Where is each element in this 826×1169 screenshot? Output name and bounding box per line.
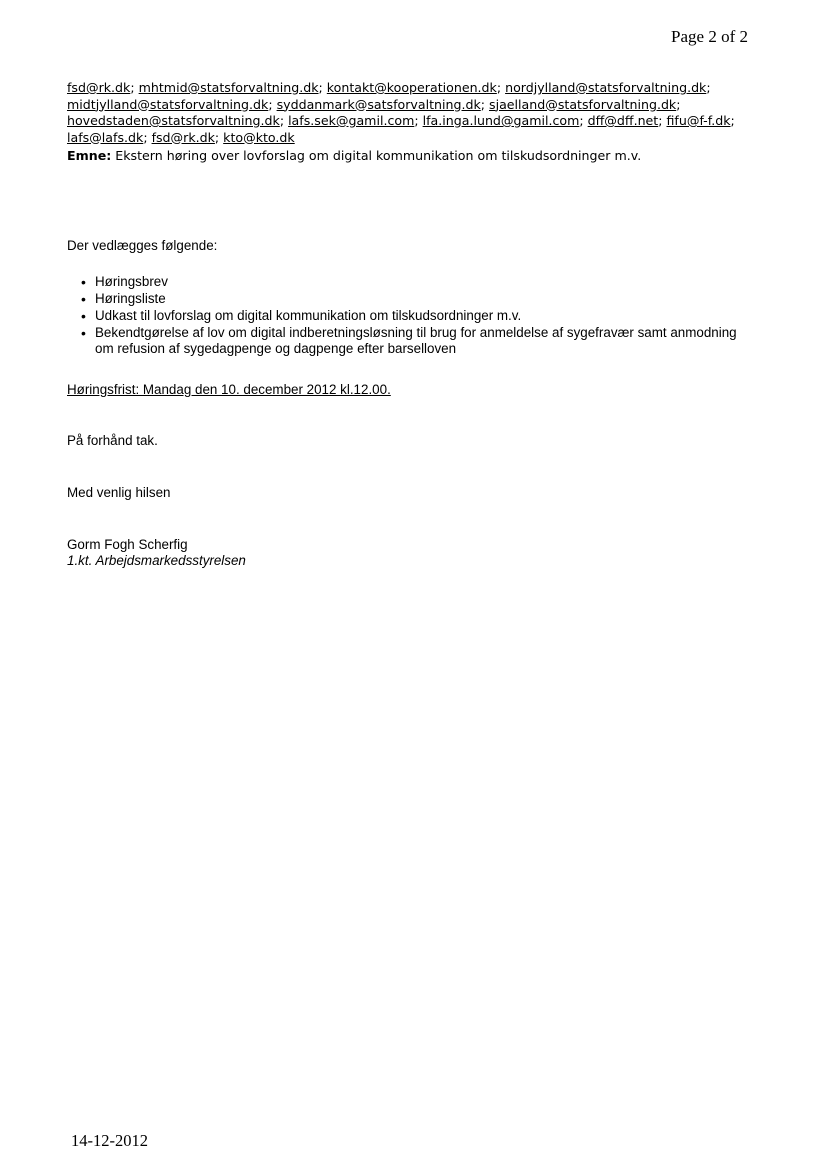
thanks-line: På forhånd tak. xyxy=(67,433,158,448)
recipient-email-link[interactable]: sjaelland@statsforvaltning.dk xyxy=(489,96,677,112)
recipient-list: fsd@rk.dk; mhtmid@statsforvaltning.dk; kontakt@kooperationen.dk; nordjylland@statsforvaltning.dk; midtjylland@statsforvaltning.dk; syddanmark@satsforvaltning.dk; sjaelland@statsforvaltning.dk; hovedstaden@statsforvaltning.dk; lafs.sek@gamil.com; lfa.inga.lund@gamil.com; dff@dff.net; fifu@f-f.dk; lafs@lafs.dk; fsd@rk.dk; kto@kto.dk xyxy=(67,80,735,145)
consultation-deadline: Høringsfrist: Mandag den 10. december 2012 kl.12.00. xyxy=(67,382,391,397)
attachment-list xyxy=(67,274,747,358)
sender-title: 1.kt. Arbejdsmarkedsstyrelsen xyxy=(67,553,246,568)
recipient-email-link[interactable]: midtjylland@statsforvaltning.dk xyxy=(67,96,269,112)
recipient-email-link[interactable]: lfa.inga.lund@gamil.com xyxy=(422,113,580,128)
page-number: Page 2 of 2 xyxy=(671,27,748,46)
attachment-item: • Høringsbrev xyxy=(67,274,747,290)
attachment-item: • Bekendtgørelse af lov om digital indberetningsløsning til brug for anmeldelse af sygefravær samt anmodning om refusion af sygedagpenge og dagpenge efter barselloven xyxy=(67,325,747,357)
recipient-email-link[interactable]: syddanmark@satsforvaltning.dk xyxy=(276,96,481,112)
recipient-email-link[interactable]: fifu@f-f.dk xyxy=(666,113,731,128)
recipient-email-link[interactable]: kto@kto.dk xyxy=(223,129,295,145)
attachments-intro: Der vedlægges følgende: xyxy=(67,238,218,253)
closing-greeting: Med venlig hilsen xyxy=(67,485,171,500)
recipient-email-link[interactable]: dff@dff.net xyxy=(587,113,659,128)
recipient-email-link[interactable]: fsd@rk.dk xyxy=(67,80,131,95)
recipient-email-link[interactable]: hovedstaden@statsforvaltning.dk xyxy=(67,113,280,128)
recipient-email-link[interactable]: lafs@lafs.dk xyxy=(67,129,144,145)
sender-name: Gorm Fogh Scherfig xyxy=(67,537,188,552)
recipient-email-link[interactable]: mhtmid@statsforvaltning.dk xyxy=(138,80,319,95)
recipient-email-link[interactable]: fsd@rk.dk xyxy=(151,129,215,145)
recipient-email-link[interactable]: kontakt@kooperationen.dk xyxy=(326,80,497,95)
footer-date: 14-12-2012 xyxy=(71,1131,148,1150)
subject-text: Ekstern høring over lovforslag om digital kommunikation om tilskudsordninger m.v. xyxy=(115,148,642,163)
email-subject xyxy=(67,148,787,165)
recipient-email-link[interactable]: nordjylland@statsforvaltning.dk xyxy=(505,80,707,95)
attachment-item: • Udkast til lovforslag om digital kommunikation om tilskudsordninger m.v. xyxy=(67,308,747,324)
attachment-item: • Høringsliste xyxy=(67,291,747,307)
recipient-email-link[interactable]: lafs.sek@gamil.com xyxy=(288,113,415,128)
subject-label: Emne: xyxy=(67,148,112,163)
